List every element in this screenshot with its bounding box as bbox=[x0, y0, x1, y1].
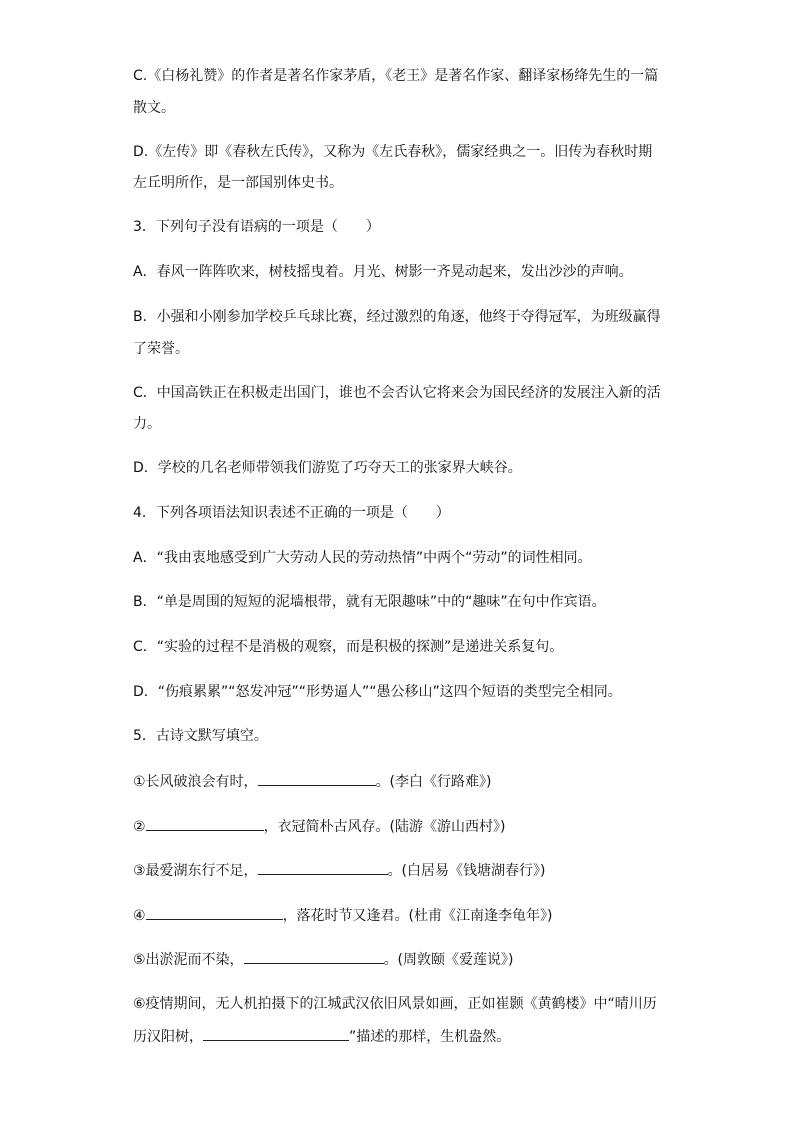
q3-option-b-line2: 了荣誉。 bbox=[133, 341, 189, 357]
fill-in-5-after: 。(周敦颐《爱莲说》) bbox=[383, 952, 514, 968]
fill-in-3 bbox=[133, 860, 546, 881]
fill-in-2-before: ② bbox=[133, 819, 146, 835]
q3-option-c-line1: C．中国高铁正在积极走出国门，谁也不会否认它将来会为国民经济的发展注入新的活 bbox=[133, 385, 661, 401]
fill-in-2-after: ，衣冠简朴古风存。(陆游《游山西村》) bbox=[263, 819, 506, 835]
q3-option-a: A．春风一阵阵吹来，树枝摇曳着。月光、树影一齐晃动起来，发出沙沙的声响。 bbox=[133, 264, 633, 280]
fill-in-1 bbox=[133, 771, 492, 792]
fill-in-3-before: ③最爱湖东行不足， bbox=[133, 863, 258, 879]
fill-in-6-before: 历汉阳树， bbox=[133, 1029, 203, 1045]
question-3-stem: 3．下列句子没有语病的一项是（ ） bbox=[133, 219, 380, 235]
q4-option-b: B．“单是周围的短短的泥墙根带，就有无限趣味”中的“趣味”在句中作宾语。 bbox=[133, 594, 606, 610]
fill-in-4 bbox=[133, 905, 553, 926]
fill-in-6-line1: ⑥疫情期间，无人机拍摄下的江城武汉依旧风景如画，正如崔颢《黄鹤楼》中“晴川历 bbox=[133, 996, 657, 1012]
fill-in-3-after: 。(白居易《钱塘湖春行》) bbox=[387, 863, 546, 879]
fill-in-2 bbox=[133, 816, 506, 837]
q3-option-d: D．学校的几名老师带领我们游览了巧夺天工的张家界大峡谷。 bbox=[133, 460, 522, 476]
option-d-line1: D.《左传》即《春秋左氏传》，又称为《左氏春秋》，儒家经典之一。旧传为春秋时期 bbox=[133, 144, 653, 160]
question-5-stem: 5．古诗文默写填空。 bbox=[133, 728, 268, 744]
fill-in-6-line2 bbox=[133, 1026, 510, 1047]
fill-in-1-after: 。(李白《行路难》) bbox=[375, 774, 492, 790]
fill-in-4-after: ，落花时节又逢君。(杜甫《江南逢李龟年》) bbox=[282, 908, 553, 924]
fill-in-6-after: ”描述的那样，生机盎然。 bbox=[349, 1029, 511, 1045]
question-4-stem: 4．下列各项语法知识表述不正确的一项是（ ） bbox=[133, 505, 450, 521]
option-c-line2: 散文。 bbox=[133, 100, 175, 116]
q3-option-c-line2: 力。 bbox=[133, 416, 161, 432]
fill-in-5-before: ⑤出淤泥而不染， bbox=[133, 952, 244, 968]
q4-option-a: A．“我由衷地感受到广大劳动人民的劳动热情”中两个“劳动”的词性相同。 bbox=[133, 550, 592, 566]
option-c-line1: C.《白杨礼赞》的作者是著名作家茅盾，《老王》是著名作家、翻译家杨绛先生的一篇 bbox=[133, 68, 659, 84]
fill-in-4-before: ④ bbox=[133, 908, 146, 924]
q4-option-c: C．“实验的过程不是消极的观察，而是积极的探测”是递进关系复句。 bbox=[133, 639, 564, 655]
option-d-line2: 左丘明所作，是一部国别体史书。 bbox=[133, 175, 343, 191]
q4-option-d: D．“伤痕累累”“怒发冲冠”“形势逼人”“愚公移山”这四个短语的类型完全相同。 bbox=[133, 684, 622, 700]
fill-in-5 bbox=[133, 949, 514, 970]
fill-in-1-before: ①长风破浪会有时， bbox=[133, 774, 258, 790]
q3-option-b-line1: B．小强和小刚参加学校乒乓球比赛，经过激烈的角逐，他终于夺得冠军，为班级赢得 bbox=[133, 309, 661, 325]
answer-blank-6[interactable] bbox=[203, 1026, 349, 1041]
answer-blank-4[interactable] bbox=[146, 905, 283, 920]
answer-blank-1[interactable] bbox=[258, 771, 376, 786]
answer-blank-2[interactable] bbox=[146, 816, 264, 831]
answer-blank-3[interactable] bbox=[258, 860, 388, 875]
answer-blank-5[interactable] bbox=[244, 949, 384, 964]
